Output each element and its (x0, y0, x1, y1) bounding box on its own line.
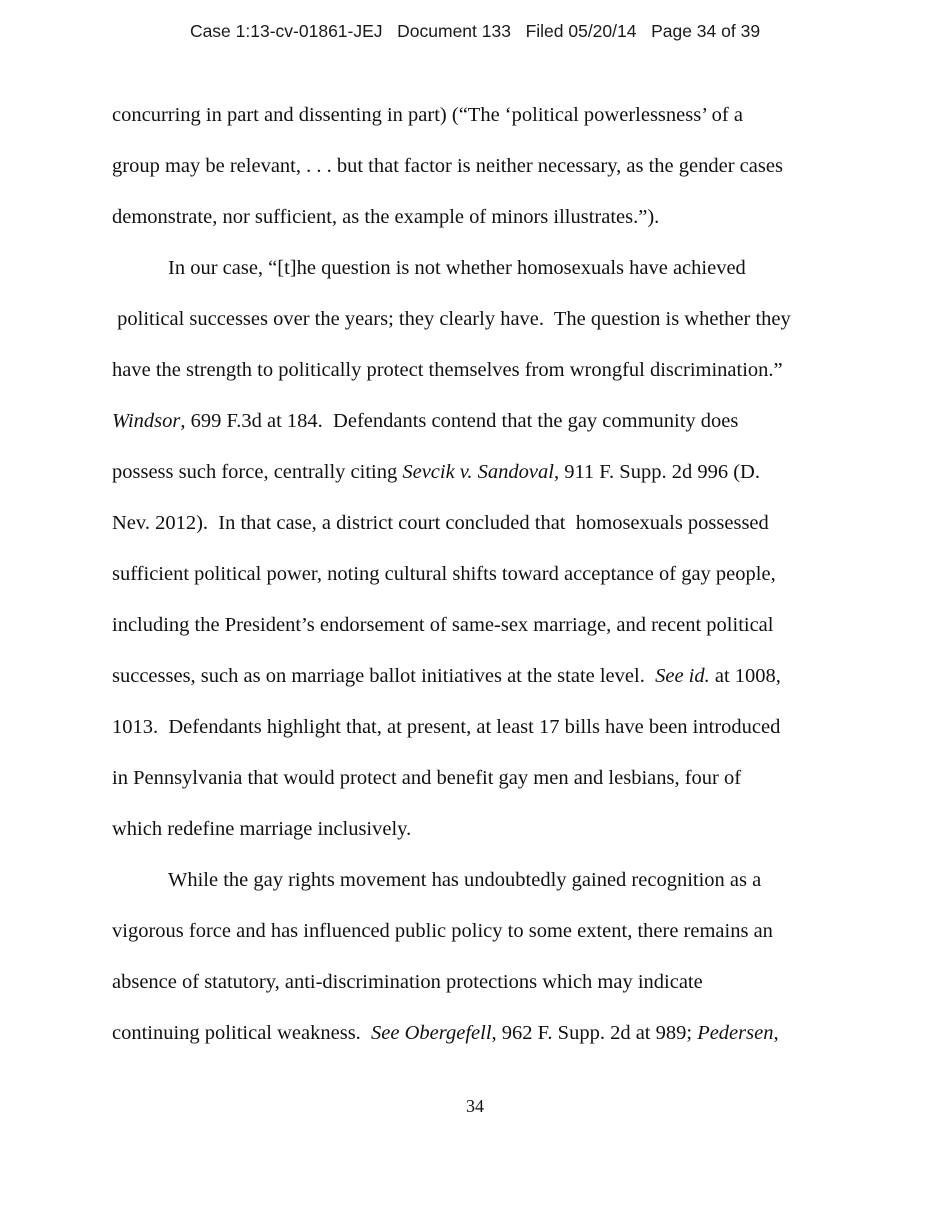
text-segment: 1013. Defendants highlight that, at present, at least 17 bills have been introduced (112, 716, 781, 738)
text-segment: , (773, 1022, 779, 1044)
document-number: Document 133 (397, 21, 511, 41)
citation-italic: See Obergefell (371, 1022, 492, 1044)
text-segment: continuing political weakness. (112, 1022, 372, 1044)
text-segment: in Pennsylvania that would protect and benefit gay men and lesbians, four of (112, 767, 742, 789)
text-line (112, 461, 760, 484)
text-segment: successes, such as on marriage ballot initiatives at the state level. (112, 665, 656, 687)
text-line (112, 665, 781, 688)
citation-italic: Pedersen (697, 1022, 774, 1044)
case-number: Case 1:13-cv-01861-JEJ (189, 21, 383, 41)
text-segment: vigorous force and has influenced public policy to some extent, there remains an (112, 920, 773, 942)
text-line (112, 818, 411, 841)
text-segment: possess such force, centrally citing (112, 461, 403, 483)
text-line (112, 512, 769, 535)
page-number: 34 (466, 1096, 484, 1116)
case-header (0, 21, 950, 42)
text-line (112, 716, 780, 739)
text-line (112, 104, 743, 127)
text-segment: , 962 F. Supp. 2d at 989; (491, 1022, 698, 1044)
page-indicator: Page 34 of 39 (651, 21, 761, 41)
text-segment: political successes over the years; they clearly have. The question is whether they (112, 308, 791, 330)
text-segment: at 1008, (709, 665, 781, 687)
text-segment: including the President’s endorsement of same-sex marriage, and recent political (112, 614, 774, 636)
text-segment: While the gay rights movement has undoubtedly gained recognition as a (168, 869, 762, 891)
text-segment: , 911 F. Supp. 2d 996 (D. (553, 461, 760, 483)
text-segment: Nev. 2012). In that case, a district court concluded that homosexuals possessed (112, 512, 769, 534)
text-line (112, 155, 783, 178)
filed-date: Filed 05/20/14 (525, 21, 637, 41)
text-line (112, 614, 773, 637)
text-segment: concurring in part and dissenting in part) (“The ‘political powerlessness’ of a (112, 104, 743, 126)
text-segment: In our case, “[t]he question is not whether homosexuals have achieved (168, 257, 746, 279)
text-line (112, 563, 776, 586)
text-line (168, 869, 761, 892)
text-segment: sufficient political power, noting cultural shifts toward acceptance of gay people, (112, 563, 776, 585)
text-line (112, 359, 783, 382)
citation-italic: Sevcik v. Sandoval (402, 461, 554, 483)
text-segment: demonstrate, nor sufficient, as the example of minors illustrates.”). (112, 206, 660, 228)
text-segment: , 699 F.3d at 184. Defendants contend that the gay community does (180, 410, 739, 432)
text-segment: have the strength to politically protect themselves from wrongful discrimination.” (112, 359, 783, 381)
text-line (112, 767, 741, 790)
text-line (112, 206, 659, 229)
text-segment: group may be relevant, . . . but that factor is neither necessary, as the gender cases (112, 155, 783, 177)
text-line (112, 308, 791, 331)
text-line (112, 410, 738, 433)
text-line (168, 257, 746, 280)
citation-italic: Windsor (112, 410, 181, 432)
citation-italic: See id. (655, 665, 710, 687)
text-segment: which redefine marriage inclusively. (112, 818, 412, 840)
text-line (112, 920, 773, 943)
text-line (112, 1022, 779, 1045)
text-line (112, 971, 703, 994)
text-segment: absence of statutory, anti-discrimination protections which may indicate (112, 971, 703, 993)
